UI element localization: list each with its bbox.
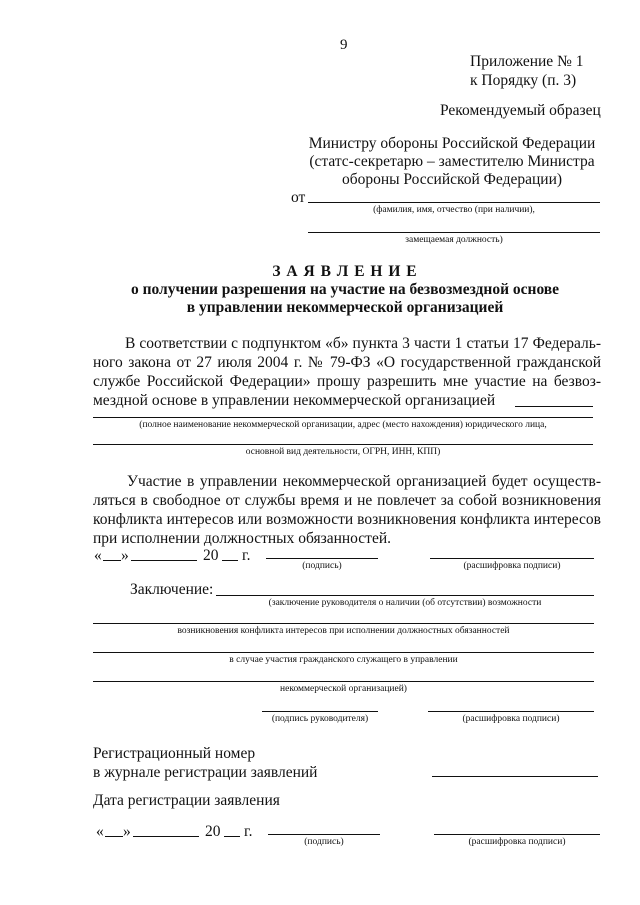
page-number: 9 [340,37,348,53]
hint-fio: (фамилия, имя, отчество (при наличии), [373,205,535,215]
body1-line3: службе Российской Федерации» прошу разрешить мне участие на безвоз- [93,373,601,390]
fio-line [308,202,600,203]
reg-year-line [224,836,240,837]
conclusion-line-3 [93,652,594,653]
conclusion-line-4 [93,681,594,682]
addressee-line1: Министру обороны Российской Федерации [308,135,596,152]
body1-line1: В соответствии с подпунктом «б» пункта 3 части 1 статьи 17 Федераль- [125,335,601,352]
year-line [222,560,238,561]
conclusion-line-1 [216,595,594,596]
org-name-line [515,406,593,407]
day-line [103,560,121,561]
month-line [131,560,197,561]
reg-date-open-quote: « [96,823,104,840]
org-line-2 [93,444,593,445]
hint-org1: (полное наименование некоммерческой организации, адрес (место нахождения) юридического лица, [139,420,547,430]
org-line-1 [93,417,593,418]
body2-line4: при исполнении должностных обязанностей. [93,530,392,547]
sample-label: Рекомендуемый образец [440,102,601,119]
year-prefix: 20 [203,547,219,564]
hint-conclusion-3: в случае участия гражданского служащего в управлении [229,655,458,665]
conclusion-line-2 [93,623,594,624]
hint-org2: основной вид деятельности, ОГРН, ИНН, КПП) [245,447,441,457]
signature-line [266,558,378,559]
reg-decoding-line [434,834,600,835]
hint-conclusion-1: (заключение руководителя о наличии (об отсутствии) возможности [268,598,542,608]
reg-date-close-quote: » [123,823,131,840]
document-title: З А Я В Л Е Н И Е [272,263,418,280]
hint-signature: (подпись) [302,561,342,571]
reg-hint-decoding: (расшифровка подписи) [468,837,566,847]
body2-line2: ляться в свободное от службы время и не повлечет за собой возникновения [93,492,601,509]
date-open-quote: « [94,547,102,564]
subtitle-line1: о получении разрешения на участие на безвозмездной основе [130,281,560,298]
addressee-line3: обороны Российской Федерации) [341,171,563,188]
decoding-line [430,558,594,559]
reg-year-suffix: г. [244,823,253,840]
body1-line4: мездной основе в управлении некоммерческой организацией [93,392,496,409]
reg-month-line [133,836,199,837]
registration-date-label: Дата регистрации заявления [93,792,280,809]
body1-line2: ного закона от 27 июля 2004 г. № 79-ФЗ «О государственной гражданской [93,354,601,371]
hint-conclusion-2: возникновения конфликта интересов при исполнении должностных обязанностей [177,626,510,636]
registration-line2: в журнале регистрации заявлений [93,764,318,781]
reg-day-line [105,836,123,837]
hint-conclusion-4: некоммерческой организацией) [280,684,407,694]
body2-line1: Участие в управлении некоммерческой организацией будет осуществ- [127,473,601,490]
position-line [308,232,600,233]
from-label: от [291,189,306,206]
hint-position: замещаемая должность) [405,235,503,245]
appendix-line1: Приложение № 1 [470,53,584,70]
appendix-line2: к Порядку (п. 3) [470,72,577,89]
registration-line1: Регистрационный номер [93,745,256,762]
head-decoding-line [428,711,594,712]
subtitle-line2: в управлении некоммерческой организацией [186,299,504,316]
conclusion-label: Заключение: [130,581,214,598]
body2-line3: конфликта интересов или возможности возникновения конфликта интересов [93,511,601,528]
reg-hint-signature: (подпись) [304,837,344,847]
registration-number-line [432,776,598,777]
date-close-quote: » [121,547,129,564]
head-signature-line [262,711,378,712]
reg-year-prefix: 20 [205,823,221,840]
hint-head-decoding: (расшифровка подписи) [462,714,560,724]
addressee-line2: (статс-секретарю – заместителю Министра [309,153,595,170]
hint-decoding: (расшифровка подписи) [463,561,561,571]
reg-signature-line [268,834,380,835]
hint-head-signature: (подпись руководителя) [271,714,369,724]
year-suffix: г. [242,547,251,564]
